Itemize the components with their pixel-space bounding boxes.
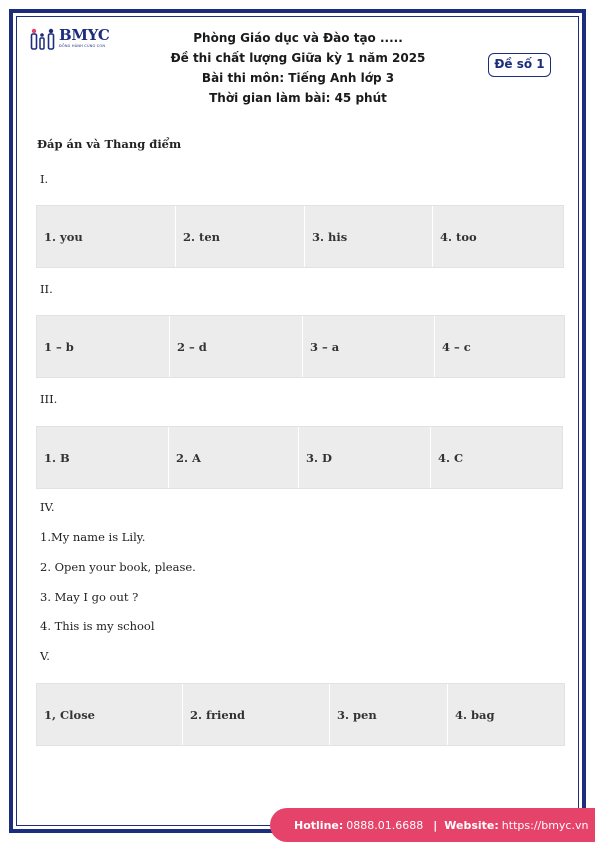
footer-separator: |	[433, 818, 438, 832]
answer-cell: 3. pen	[330, 684, 448, 745]
contact-footer	[270, 808, 595, 842]
answer-cell: 4. bag	[455, 707, 495, 722]
answer-table-2	[36, 315, 565, 378]
exam-number-badge: Đề số 1	[488, 53, 551, 77]
answer-cell: 4. C	[438, 450, 464, 465]
answer-cell: 1 – b	[37, 316, 170, 377]
answer-cell: 3. D	[299, 427, 431, 488]
answer-cell: 1. you	[37, 206, 176, 267]
answer-cell: 4. too	[440, 229, 477, 244]
answer-cell: 3 – a	[303, 316, 435, 377]
answer-cell: 2. ten	[176, 206, 305, 267]
answer-table-3	[36, 426, 563, 489]
logo	[30, 28, 109, 50]
answers-title: Đáp án và Thang điểm	[37, 137, 182, 151]
answer-line: 4. This is my school	[40, 619, 155, 633]
answer-line: 3. May I go out ?	[40, 590, 139, 604]
header-department: Phòng Giáo dục và Đào tạo .....	[193, 31, 403, 45]
header-exam-title: Đề thi chất lượng Giữa kỳ 1 năm 2025	[170, 51, 426, 65]
section-label-5: V.	[40, 649, 50, 663]
hotline-label: Hotline:	[294, 818, 344, 832]
answer-cell: 2 – d	[170, 316, 303, 377]
answer-table-5	[36, 683, 565, 746]
website-label: Website:	[444, 818, 499, 832]
header-duration: Thời gian làm bài: 45 phút	[209, 91, 387, 105]
answer-line: 1.My name is Lily.	[40, 530, 146, 544]
logo-name: BMYC	[59, 26, 110, 44]
exam-header	[148, 28, 448, 108]
logo-tagline: ĐỒNG HÀNH CÙNG CON	[59, 44, 106, 48]
header-subject: Bài thi môn: Tiếng Anh lớp 3	[201, 71, 395, 85]
section-label-2: II.	[40, 282, 53, 296]
website-link[interactable]: https://bmyc.vn	[501, 818, 589, 832]
hotline-number[interactable]: 0888.01.6688	[346, 818, 424, 832]
answer-line: 2. Open your book, please.	[40, 560, 196, 574]
answer-cell: 1, Close	[37, 684, 183, 745]
family-icon	[30, 28, 56, 50]
answer-cell: 4 – c	[442, 339, 471, 354]
answer-cell: 2. A	[169, 427, 299, 488]
answer-cell: 2. friend	[183, 684, 330, 745]
answer-cell: 3. his	[305, 206, 433, 267]
section-label-3: III.	[40, 392, 58, 406]
section-label-4: IV.	[40, 500, 55, 514]
answer-table-1	[36, 205, 564, 268]
answer-cell: 1. B	[37, 427, 169, 488]
section-label-1: I.	[40, 172, 49, 186]
